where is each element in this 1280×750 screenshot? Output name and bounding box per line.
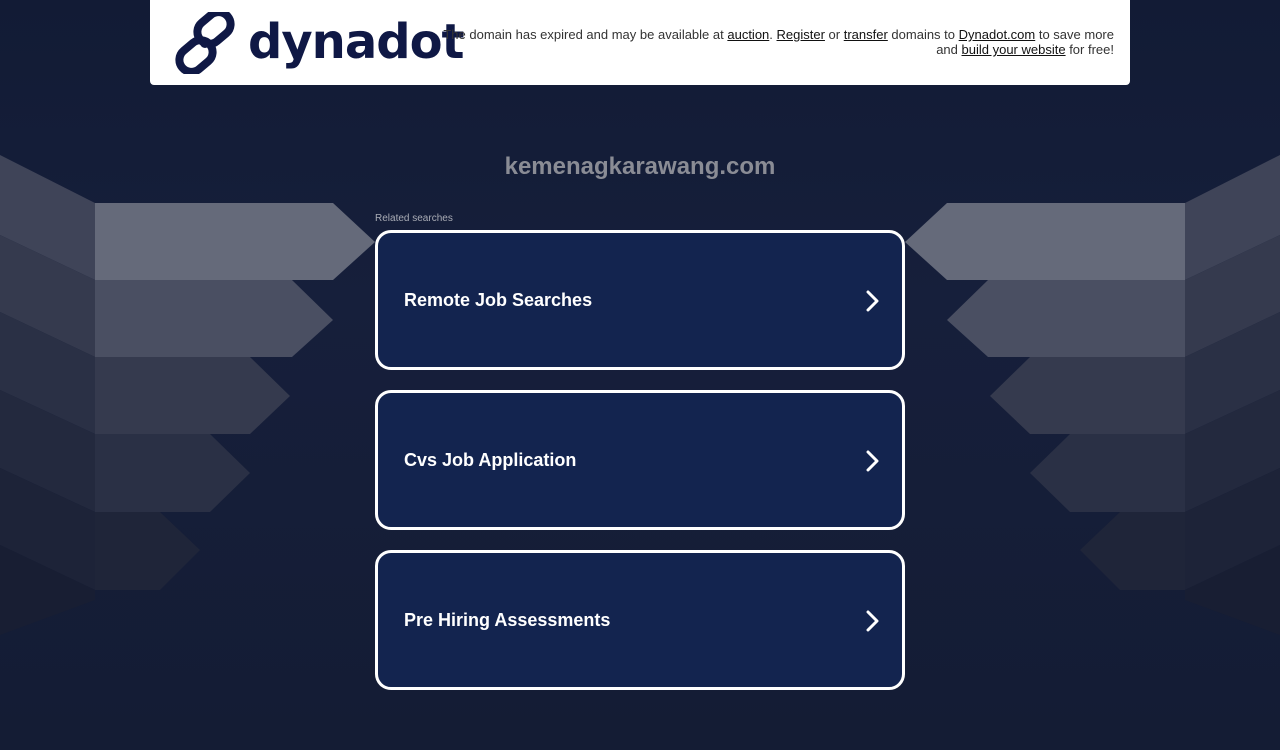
transfer-link[interactable]: transfer: [843, 27, 888, 42]
related-search-label: Pre Hiring Assessments: [404, 610, 611, 630]
domain-name: kemenagkarawang.com: [504, 153, 776, 180]
notice-text-1: The domain has expired and may be available at: [443, 27, 728, 42]
chevron-right-icon: [866, 290, 880, 312]
header-bar: [150, 0, 1130, 85]
related-search-button[interactable]: [375, 390, 905, 530]
related-search-button[interactable]: [375, 230, 905, 370]
related-search-button[interactable]: [375, 550, 905, 690]
chain-link-icon: [174, 12, 236, 74]
build-website-link[interactable]: build your website: [961, 42, 1066, 57]
related-search-label: Remote Job Searches: [404, 290, 593, 310]
logo-wordmark: dynadot: [248, 14, 464, 70]
notice-text-2: .: [769, 27, 777, 42]
auction-link[interactable]: auction: [727, 27, 770, 42]
notice-text-5: to save more and: [936, 27, 1114, 57]
chevron-right-icon: [866, 610, 880, 632]
related-searches-label: Related searches: [375, 213, 453, 224]
notice-text-3: or: [824, 27, 844, 42]
dynadot-logo[interactable]: [174, 12, 464, 74]
notice-text-6: for free!: [1065, 42, 1114, 57]
related-search-label: Cvs Job Application: [404, 450, 577, 470]
notice-text-4: domains to: [887, 27, 959, 42]
chevron-right-icon: [866, 450, 880, 472]
expiry-notice: [424, 27, 1114, 57]
dynadot-link[interactable]: Dynadot.com: [958, 27, 1036, 42]
register-link[interactable]: Register: [776, 27, 825, 42]
